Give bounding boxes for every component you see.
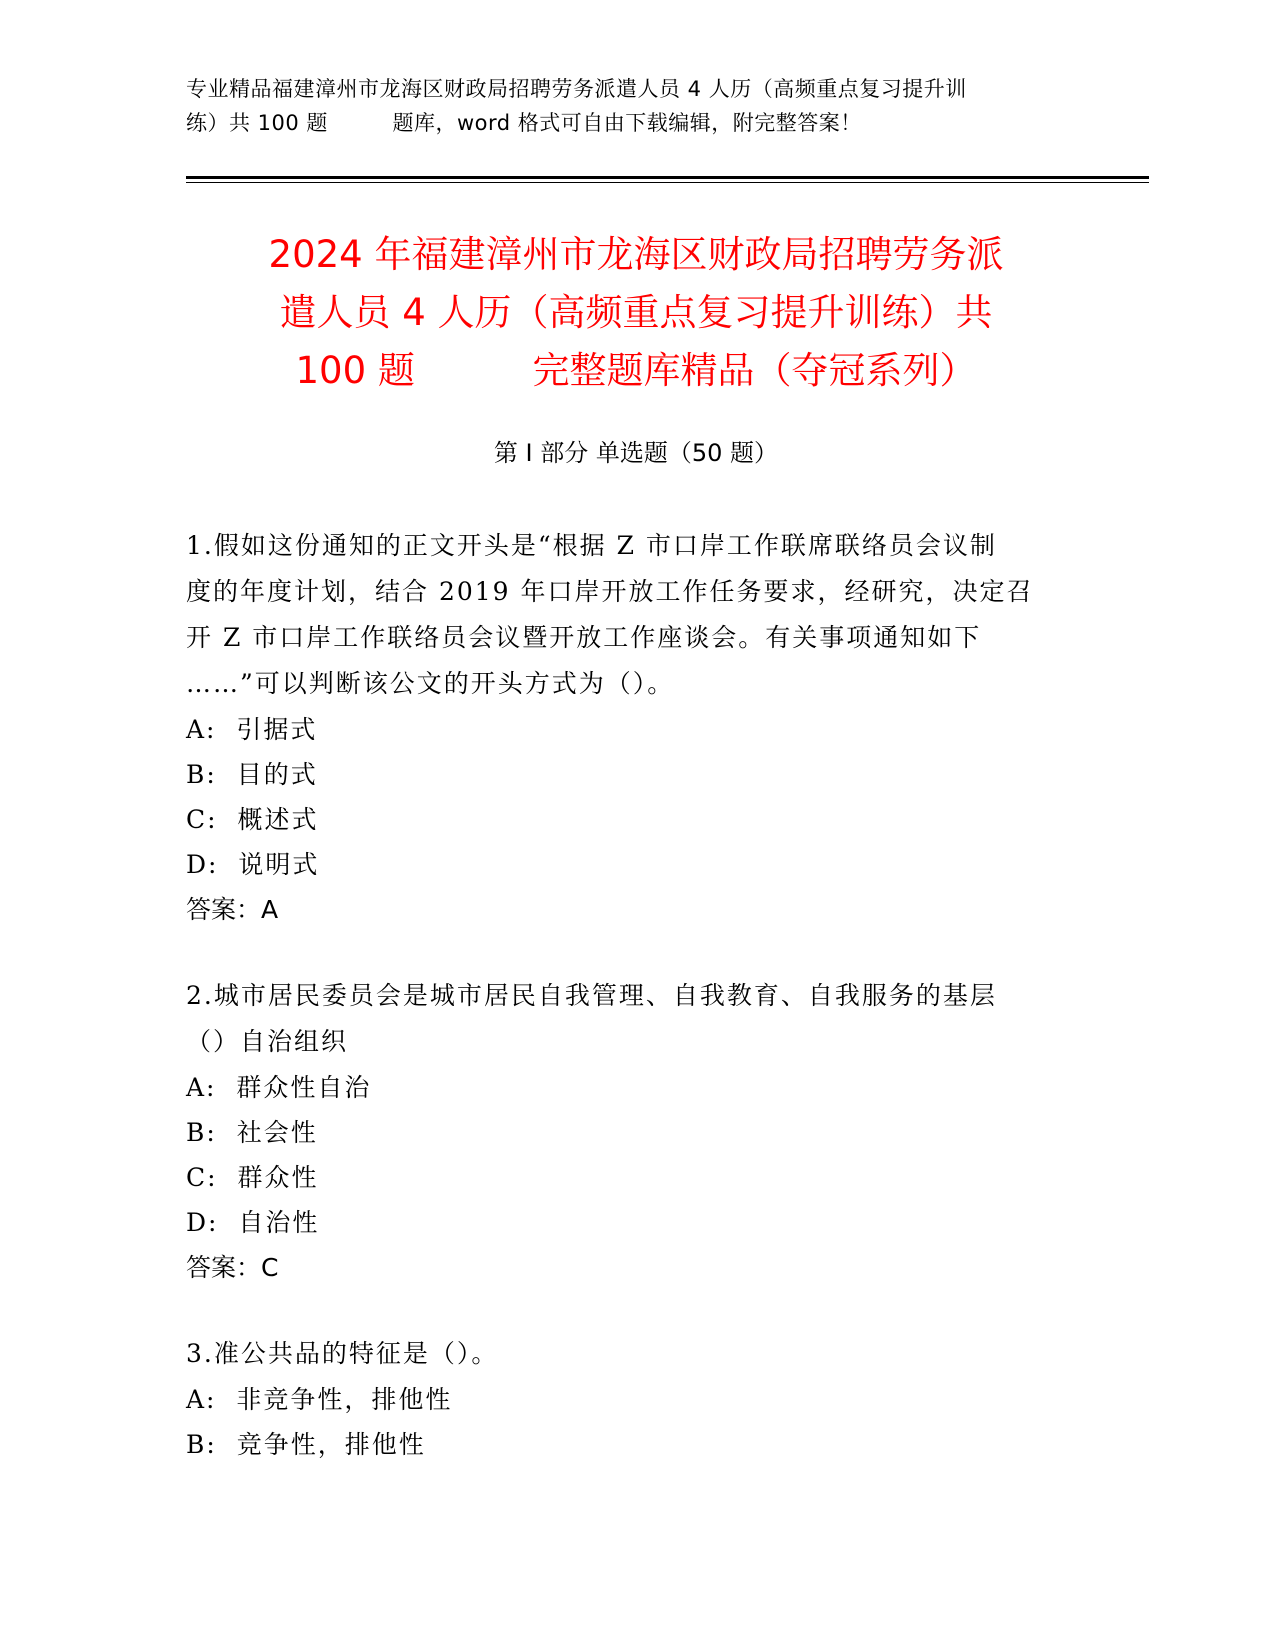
- option-d: D: 自治性: [186, 1208, 320, 1237]
- question-stem: [186, 973, 1086, 1065]
- header-divider-thick: [186, 176, 1149, 179]
- question-1: [186, 523, 1086, 933]
- answer-line: 答案：C: [186, 1253, 279, 1282]
- stem-line: 开 Z 市口岸工作联络员会议暨开放工作座谈会。有关事项通知如下: [186, 623, 982, 652]
- document-title: [186, 226, 1086, 400]
- option-d: D: 说明式: [186, 850, 320, 879]
- question-3: [186, 1331, 1086, 1467]
- header-note: [186, 72, 1086, 140]
- question-2: [186, 973, 1086, 1291]
- stem-line: 度的年度计划，结合 2019 年口岸开放工作任务要求，经研究，决定召: [186, 577, 1034, 606]
- option-b: B: 社会性: [186, 1118, 318, 1147]
- option-c: C: 概述式: [186, 805, 319, 834]
- stem-line: 3.准公共品的特征是（）。: [186, 1339, 499, 1368]
- title-line: 遣人员 4 人历（高频重点复习提升训练）共: [279, 291, 993, 334]
- stem-line: （）自治组织: [186, 1027, 349, 1056]
- section-title: 第 I 部分 单选题（50 题）: [493, 439, 779, 467]
- stem-line: ……”可以判断该公文的开头方式为（）。: [186, 669, 675, 698]
- option-b: B: 竞争性，排他性: [186, 1430, 426, 1459]
- header-divider-thin: [186, 182, 1149, 183]
- stem-line: 2.城市居民委员会是城市居民自我管理、自我教育、自我服务的基层: [186, 981, 997, 1010]
- title-line: 100 题 完整题库精品（夺冠系列）: [295, 349, 977, 392]
- stem-line: 1.假如这份通知的正文开头是“根据 Z 市口岸工作联席联络员会议制: [186, 531, 997, 560]
- title-line: 2024 年福建漳州市龙海区财政局招聘劳务派: [268, 233, 1004, 276]
- option-a: A: 引据式: [186, 715, 318, 744]
- option-a: A: 非竞争性，排他性: [186, 1385, 453, 1414]
- option-b: B: 目的式: [186, 760, 318, 789]
- question-stem: [186, 523, 1086, 707]
- question-list: [186, 523, 1086, 1507]
- option-c: C: 群众性: [186, 1163, 319, 1192]
- question-stem: [186, 1331, 1086, 1377]
- header-note-line: 专业精品福建漳州市龙海区财政局招聘劳务派遣人员 4 人历（高频重点复习提升训: [186, 77, 967, 101]
- answer-line: 答案：A: [186, 895, 279, 924]
- header-note-line: 练）共 100 题 题库，word 格式可自由下载编辑，附完整答案！: [186, 111, 862, 135]
- option-a: A: 群众性自治: [186, 1073, 372, 1102]
